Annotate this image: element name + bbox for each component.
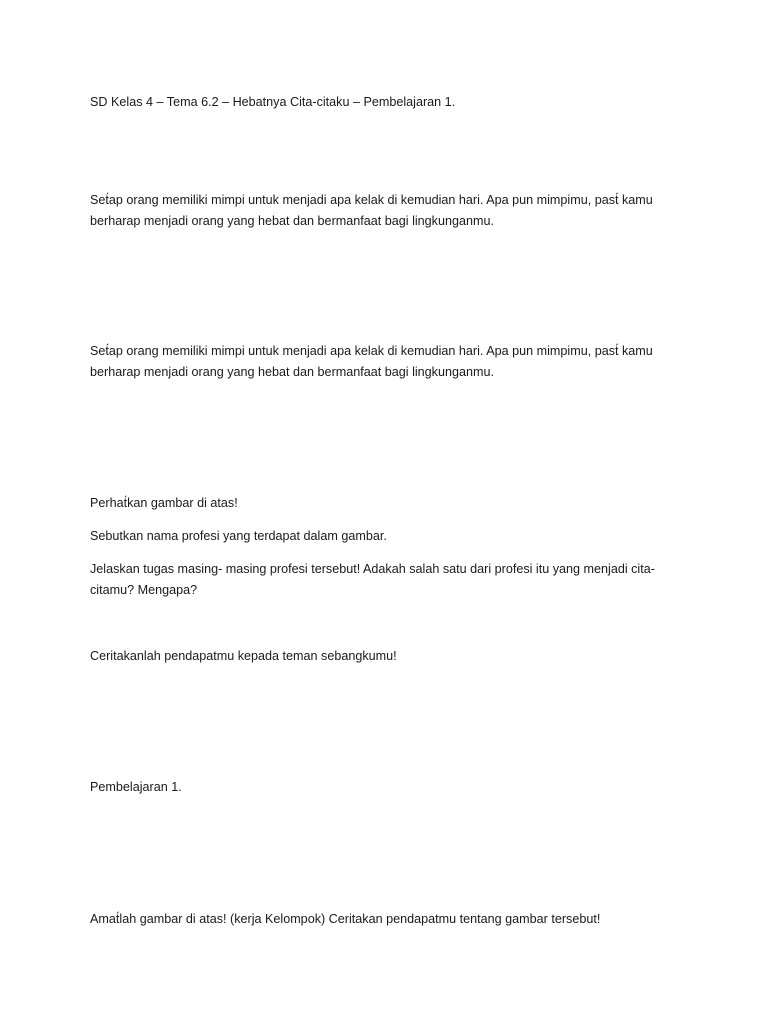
document-title bbox=[90, 92, 690, 113]
group-task bbox=[90, 909, 690, 930]
section-subheading bbox=[90, 777, 690, 798]
instruction-observe bbox=[90, 493, 690, 514]
paragraph-line: Set́ap orang memiliki mimpi untuk menjadi apa kelak di kemudian hari. Apa pun mimpimu, past́ kamu bbox=[90, 193, 653, 207]
instruction-name-profession bbox=[90, 526, 690, 547]
instruction-explain bbox=[90, 559, 690, 601]
instruction-line: citamu? Mengapa? bbox=[90, 583, 198, 597]
paragraph-line: berharap menjadi orang yang hebat dan bermanfaat bagi lingkunganmu. bbox=[90, 365, 494, 379]
paragraph-line: Set́ap orang memiliki mimpi untuk menjadi apa kelak di kemudian hari. Apa pun mimpimu, past́ kamu bbox=[90, 344, 653, 358]
intro-paragraph-1 bbox=[90, 190, 690, 232]
task-text: Amat́lah gambar di atas! (kerja Kelompok) Ceritakan pendapatmu tentang gambar tersebut! bbox=[90, 912, 601, 926]
title-text: SD Kelas 4 – Tema 6.2 – Hebatnya Cita-citaku – Pembelajaran 1. bbox=[90, 95, 456, 109]
intro-paragraph-2 bbox=[90, 341, 690, 383]
instruction-line: Jelaskan tugas masing- masing profesi tersebut! Adakah salah satu dari profesi itu yang menjadi cita- bbox=[90, 562, 655, 576]
paragraph-line: berharap menjadi orang yang hebat dan bermanfaat bagi lingkunganmu. bbox=[90, 214, 494, 228]
subheading-text: Pembelajaran 1. bbox=[90, 780, 182, 794]
instruction-text: Perhat́kan gambar di atas! bbox=[90, 496, 238, 510]
instruction-text: Ceritakanlah pendapatmu kepada teman sebangkumu! bbox=[90, 649, 397, 663]
instruction-text: Sebutkan nama profesi yang terdapat dalam gambar. bbox=[90, 529, 387, 543]
instruction-tell bbox=[90, 646, 690, 667]
